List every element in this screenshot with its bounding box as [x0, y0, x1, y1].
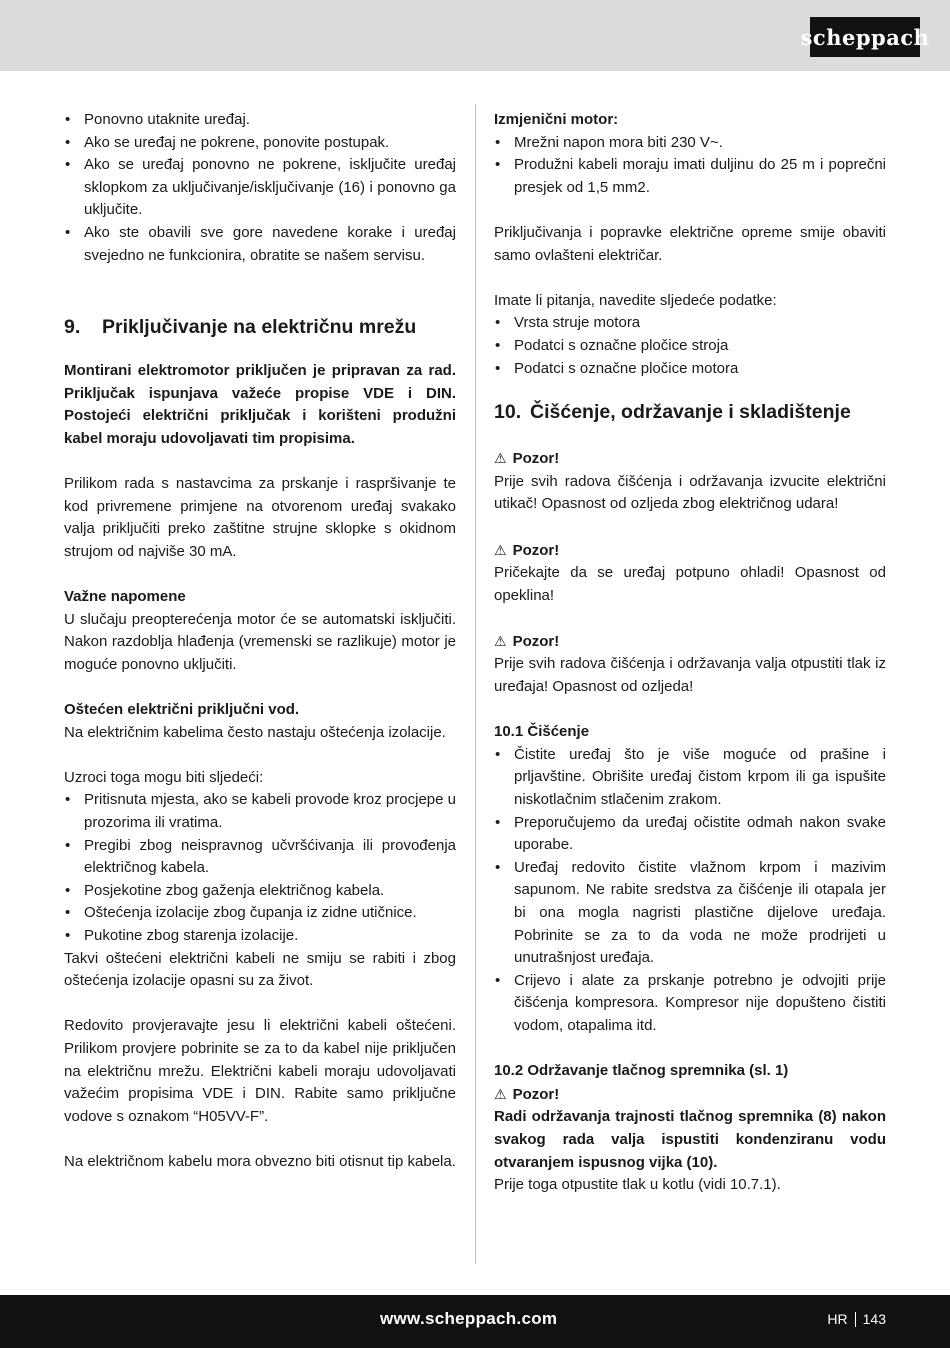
- important-notes-heading: Važne napomene: [64, 588, 186, 606]
- column-divider: [475, 104, 476, 1264]
- cleaning-list: [494, 744, 886, 1038]
- list-item: • Ako ste obavili sve gore navedene korake i uređaj svejedno ne funkcionira, obratite se našem servisu.: [64, 222, 456, 267]
- list-item: • Crijevo i alate za prskanje potrebno je odvojiti prije čišćenja kompresora. Kompresor nije dopušteno čistiti vodom, otapalima itd.: [494, 970, 886, 1038]
- list-item: • Pukotine zbog starenja izolacije.: [64, 925, 456, 948]
- warning-2-label: ⚠ Pozor!: [494, 539, 886, 563]
- warning-3-text: Prije svih radova čišćenja i održavanja valja otpustiti tlak iz uređaja! Opasnost od ozljeda!: [494, 655, 886, 696]
- cleaning-subheading: 10.1 Čišćenje: [494, 723, 590, 741]
- list-item: • Oštećenja izolacije zbog čupanja iz zidne utičnice.: [64, 902, 456, 925]
- warning-2-text: Pričekajte da se uređaj potpuno ohladi! Opasnost od opeklina!: [494, 564, 886, 604]
- restart-steps-list: [64, 109, 456, 267]
- section-title: Čišćenje, održavanje i skladištenje: [530, 401, 851, 424]
- section-9-heading: [64, 313, 456, 341]
- ac-motor-heading: Izmjenični motor:: [494, 111, 619, 128]
- scheppach-logo: scheppach: [810, 17, 920, 57]
- list-item: • Podatci s označne pločice stroja: [494, 335, 886, 358]
- warning-triangle-icon: ⚠: [494, 450, 507, 467]
- spray-paragraph: Prilikom rada s nastavcima za prskanje i raspršivanje te kod privremene primjene na otvorenom uređaj svakako valja priključiti preko zaštitne strujne sklopke s okidnom strujom od najviše 30 mA.: [64, 475, 456, 560]
- intro-paragraph: Montirani elektromotor priključen je pripravan za rad. Priključak ispunjava važeće propise VDE i DIN. Postojeći električni priključak i korišteni produžni kabel moraju udovoljavati tim propisima.: [64, 362, 456, 447]
- warning-4-label: ⚠ Pozor!: [494, 1083, 886, 1107]
- language-code: HR: [827, 1311, 848, 1327]
- causes-list: [64, 789, 456, 947]
- questions-list: [494, 312, 886, 380]
- important-notes-text: U slučaju preopterećenja motor će se automatski isključiti. Nakon razdoblja hlađenja (vremenski se razlikuje) motor je moguće ponovno uključiti.: [64, 610, 456, 673]
- tank-maintenance-text: Prije toga otpustite tlak u kotlu (vidi 10.7.1).: [494, 1176, 781, 1194]
- tank-maintenance-bold: Radi održavanja trajnosti tlačnog spremnika (8) nakon svakog rada valja ispustiti kondenziranu vodu otvaranjem ispusnog vijka (10).: [494, 1108, 886, 1171]
- list-item: • Vrsta struje motora: [494, 312, 886, 335]
- electrician-paragraph: Priključivanja i popravke električne opreme smije obaviti samo ovlašteni električar.: [494, 223, 886, 264]
- questions-intro: Imate li pitanja, navedite sljedeće podatke:: [494, 291, 777, 309]
- header-bar: [0, 0, 950, 71]
- tank-maintenance-subheading: 10.2 Održavanje tlačnog spremnika (sl. 1): [494, 1062, 789, 1080]
- warning-triangle-icon: ⚠: [494, 541, 507, 558]
- list-item: • Čistite uređaj što je više moguće od prašine i prljavštine. Obrišite uređaj čistom krpom ili ga ispušite niskotlačnim stlačenim zrakom.: [494, 744, 886, 812]
- list-item: • Preporučujemo da uređaj očistite odmah nakon svake uporabe.: [494, 812, 886, 857]
- list-item: • Uređaj redovito čistite vlažnom krpom i mazivim sapunom. Ne rabite sredstva za čišćenje ili otapala jer bi ona mogla nagristi plastične dijelove uređaja. Pobrinite se za to da voda ne može prodrijeti u unutrašnjost uređaja.: [494, 857, 886, 970]
- check-paragraph: Redovito provjeravajte jesu li električni kabeli oštećeni. Prilikom provjere pobrinite se za to da kabel nije priključen na električnu mrežu. Električni kabeli moraju udovoljavati važećim propisima VDE i DIN. Rabite samo priključne vodove s oznakom “H05VV-F”.: [64, 1017, 456, 1125]
- website-link[interactable]: www.scheppach.com: [380, 1309, 558, 1328]
- warning-1-text: Prije svih radova čišćenja i održavanja izvucite električni utikač! Opasnost od ozljeda zbog električnog udara!: [494, 472, 886, 513]
- left-column: [64, 109, 456, 1174]
- section-number: 9.: [64, 316, 81, 339]
- warning-triangle-icon: ⚠: [494, 1085, 507, 1102]
- page-number: 143: [862, 1311, 886, 1327]
- causes-conclusion: Takvi oštećeni električni kabeli ne smiju se rabiti i zbog oštećenja izolacije opasni su za život.: [64, 949, 456, 990]
- list-item: • Posjekotine zbog gaženja električnog kabela.: [64, 880, 456, 903]
- list-item: • Produžni kabeli moraju imati duljinu do 25 m i poprečni presjek od 1,5 mm2.: [494, 154, 886, 199]
- right-column: [494, 109, 886, 1197]
- causes-intro: Uzroci toga mogu biti sljedeći:: [64, 768, 264, 786]
- section-number: 10.: [494, 401, 522, 424]
- footer-bar: [0, 1295, 950, 1348]
- ac-motor-list: [494, 132, 886, 200]
- print-paragraph: Na električnom kabelu mora obvezno biti otisnut tip kabela.: [64, 1152, 456, 1170]
- warning-3-label: ⚠ Pozor!: [494, 630, 886, 654]
- list-item: • Pregibi zbog neispravnog učvršćivanja ili provođenja električnog kabela.: [64, 835, 456, 880]
- list-item: • Podatci s označne pločice motora: [494, 358, 886, 381]
- section-10-heading: [494, 398, 886, 426]
- warning-triangle-icon: ⚠: [494, 632, 507, 649]
- section-title: Priključivanje na električnu mrežu: [102, 316, 417, 339]
- warning-1-label: ⚠ Pozor!: [494, 447, 886, 471]
- separator: [855, 1312, 856, 1327]
- list-item: • Ako se uređaj ne pokrene, ponovite postupak.: [64, 132, 456, 155]
- list-item: • Ako se uređaj ponovno ne pokrene, isključite uređaj sklopkom za uključivanje/isključivanje (16) i ponovno ga uključite.: [64, 154, 456, 222]
- page-indicator: [827, 1311, 886, 1327]
- damaged-cable-text: Na električnim kabelima često nastaju oštećenja izolacije.: [64, 723, 446, 741]
- damaged-cable-heading: Oštećen električni priključni vod.: [64, 701, 300, 719]
- list-item: • Pritisnuta mjesta, ako se kabeli provode kroz procjepe u prozorima ili vratima.: [64, 789, 456, 834]
- list-item: • Mrežni napon mora biti 230 V~.: [494, 132, 886, 155]
- list-item: • Ponovno utaknite uređaj.: [64, 109, 456, 132]
